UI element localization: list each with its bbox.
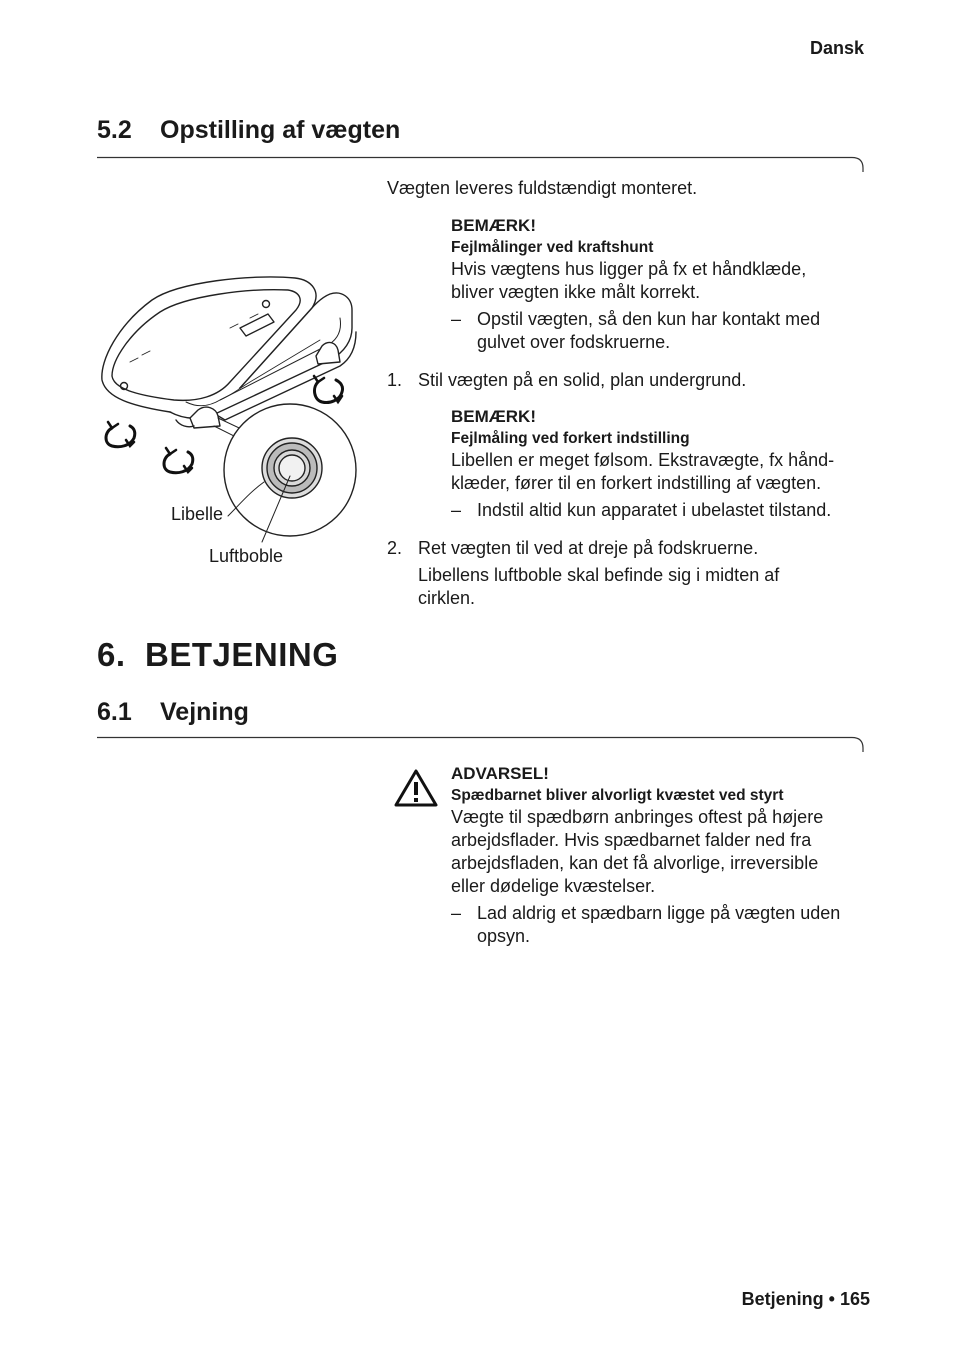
note-bullet [451, 499, 891, 522]
chapter-heading [97, 636, 338, 674]
note-text-line: Hvis vægtens hus ligger på fx et håndklæde, [451, 259, 807, 279]
note-subtitle: Fejlmåling ved forkert indstilling [451, 430, 690, 447]
intro-text: Vægten leveres fuldstændigt monteret. [387, 178, 698, 198]
note-text-line: Libellen er meget følsom. Ekstravægte, fx hånd- [451, 450, 835, 470]
step-number: 2. [387, 538, 403, 558]
step-1 [387, 369, 746, 392]
step-2 [387, 537, 779, 610]
section-rule [97, 736, 865, 754]
rotate-arrow-icon [106, 422, 135, 447]
section-number: 5.2 [97, 116, 132, 144]
language-label: Dansk [809, 38, 864, 58]
section-title: Vejning [160, 698, 249, 726]
step-text-line: Libellens luftboble skal befinde sig i midten af [418, 565, 780, 585]
rotate-arrow-icon [164, 448, 193, 473]
section-heading-5-2 [97, 116, 400, 145]
chapter-number: 6. [97, 636, 126, 673]
note-text-line: klæder, fører til en forkert indstilling af vægten. [451, 473, 822, 493]
step-text-line: cirklen. [418, 588, 476, 608]
bullet-dash: – [451, 309, 462, 329]
warning-title: ADVARSEL! [451, 764, 549, 783]
note-bullet [451, 308, 881, 354]
bullet-text-line: gulvet over fodskruerne. [477, 332, 671, 352]
bullet-text-line: Opstil vægten, så den kun har kontakt med [477, 309, 821, 329]
scale-illustration [90, 270, 370, 580]
page-footer: Betjening • 165 [741, 1289, 870, 1309]
section-rule [97, 156, 865, 174]
note-block-1 [451, 216, 881, 354]
note-subtitle: Fejlmålinger ved kraftshunt [451, 239, 654, 256]
figure-label-libelle: Libelle [171, 504, 224, 524]
bullet-dash: – [451, 903, 462, 923]
section-title: Opstilling af vægten [160, 116, 401, 144]
warning-subtitle: Spædbarnet bliver alvorligt kvæstet ved styrt [451, 787, 784, 804]
step-text: Stil vægten på en solid, plan undergrund. [418, 370, 747, 390]
bullet-dash: – [451, 500, 462, 520]
step-text-line: Ret vægten til ved at dreje på fodskruerne. [418, 538, 759, 558]
warning-text-line: Vægte til spædbørn anbringes oftest på højere [451, 807, 824, 827]
note-block-2 [451, 407, 891, 522]
warning-text-line: arbejdsflader. Hvis spædbarnet falder ned fra [451, 830, 812, 850]
warning-text-line: eller dødelige kvæstelser. [451, 876, 656, 896]
section-heading-6-1 [97, 698, 249, 727]
note-title: BEMÆRK! [451, 407, 536, 426]
bullet-text-line: Indstil altid kun apparatet i ubelastet tilstand. [477, 500, 832, 520]
warning-block [451, 764, 891, 948]
figure-label-luftboble: Luftboble [209, 546, 284, 566]
section-number: 6.1 [97, 698, 132, 726]
chapter-title: BETJENING [145, 636, 339, 673]
note-title: BEMÆRK! [451, 216, 536, 235]
warning-triangle-icon [393, 768, 439, 808]
rotate-arrow-icon [314, 376, 343, 403]
warning-bullet [451, 902, 891, 948]
bullet-text-line: Lad aldrig et spædbarn ligge på vægten uden [477, 903, 841, 923]
step-number: 1. [387, 370, 403, 390]
warning-text-line: arbejdsfladen, kan det få alvorlige, irreversible [451, 853, 819, 873]
bullet-text-line: opsyn. [477, 926, 531, 946]
note-text-line: bliver vægten ikke målt korrekt. [451, 282, 701, 302]
